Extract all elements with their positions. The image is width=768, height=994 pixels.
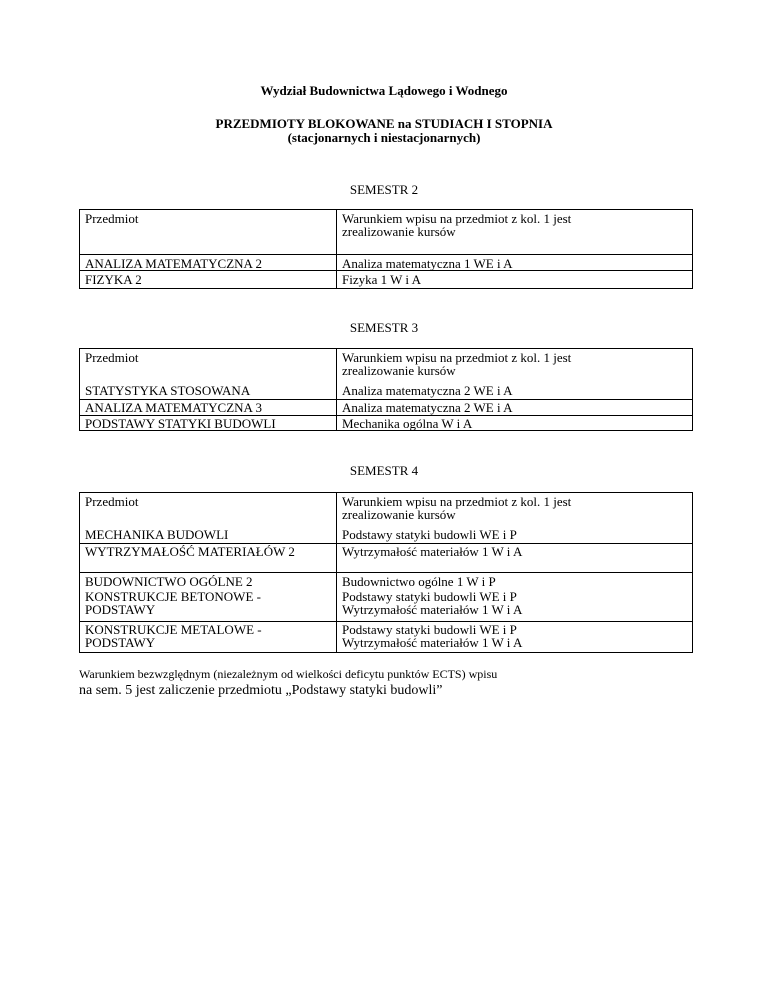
table-row	[336, 572, 693, 589]
table-row	[336, 399, 693, 415]
semester-4-heading: SEMESTR 4	[349, 463, 419, 478]
table-row	[79, 384, 337, 399]
requirement-cell: Podstawy statyki budowli WE i P	[342, 589, 517, 604]
faculty-name: Wydział Budownictwa Lądowego i Wodnego	[260, 83, 508, 98]
table-header-requirement	[336, 209, 693, 254]
table-row	[336, 621, 693, 653]
header-subject-label: Przedmiot	[85, 211, 139, 226]
document-title: PRZEDMIOTY BLOKOWANE na STUDIACH I STOPNIA	[215, 116, 553, 131]
table-row	[79, 415, 337, 431]
semester-3-heading: SEMESTR 3	[349, 320, 419, 335]
table-row	[79, 621, 337, 653]
requirement-cell: Wytrzymałość materiałów 1 W i A	[342, 544, 523, 559]
table-header-subject	[79, 348, 337, 384]
subject-cell: FIZYKA 2	[85, 272, 142, 287]
requirement-cell: Podstawy statyki budowli WE i P	[342, 622, 517, 637]
requirement-cell: Wytrzymałość materiałów 1 W i A	[342, 602, 523, 617]
requirement-cell: Analiza matematyczna 2 WE i A	[342, 383, 513, 398]
table-row	[79, 543, 337, 572]
requirement-cell: Analiza matematyczna 2 WE i A	[342, 400, 513, 415]
requirement-cell: Podstawy statyki budowli WE i P	[342, 527, 517, 542]
requirement-cell: Budownictwo ogólne 1 W i P	[342, 574, 496, 589]
subject-cell: PODSTAWY	[85, 602, 156, 617]
header-subject-label: Przedmiot	[85, 350, 139, 365]
subject-cell: WYTRZYMAŁOŚĆ MATERIAŁÓW 2	[85, 544, 295, 559]
footnote-line-2: na sem. 5 jest zaliczenie przedmiotu „Podstawy statyki budowli”	[79, 683, 443, 698]
table-header-requirement	[336, 492, 693, 528]
table-row	[336, 589, 693, 621]
requirement-cell: Wytrzymałość materiałów 1 W i A	[342, 635, 523, 650]
header-subject-label: Przedmiot	[85, 494, 139, 509]
table-row	[336, 254, 693, 270]
header-requirement-line: zrealizowanie kursów	[342, 507, 456, 522]
footnote-line-1: Warunkiem bezwzględnym (niezależnym od wielkości deficytu punktów ECTS) wpisu	[79, 667, 498, 681]
requirement-cell: Mechanika ogólna W i A	[342, 416, 473, 431]
table-header-requirement	[336, 348, 693, 384]
table-row	[79, 270, 337, 289]
table-row	[79, 572, 337, 589]
semester-2-heading: SEMESTR 2	[349, 182, 419, 197]
header-requirement-line: zrealizowanie kursów	[342, 363, 456, 378]
table-row	[79, 528, 337, 543]
table-row	[336, 543, 693, 572]
subject-cell: STATYSTYKA STOSOWANA	[85, 383, 251, 398]
table-header-subject	[79, 492, 337, 528]
header-requirement-line: Warunkiem wpisu na przedmiot z kol. 1 jest	[342, 350, 572, 365]
table-row	[336, 270, 693, 289]
subject-cell: KONSTRUKCJE METALOWE -	[85, 622, 262, 637]
subject-cell: PODSTAWY STATYKI BUDOWLI	[85, 416, 276, 431]
subject-cell: ANALIZA MATEMATYCZNA 2	[85, 256, 262, 271]
table-row	[79, 254, 337, 270]
requirement-cell: Fizyka 1 W i A	[342, 272, 421, 287]
header-requirement-line: zrealizowanie kursów	[342, 224, 456, 239]
requirement-cell: Analiza matematyczna 1 WE i A	[342, 256, 513, 271]
subject-cell: PODSTAWY	[85, 635, 156, 650]
table-row	[336, 528, 693, 543]
document-subtitle: (stacjonarnych i niestacjonarnych)	[287, 130, 481, 145]
table-row	[336, 384, 693, 399]
table-row	[79, 399, 337, 415]
table-row	[79, 589, 337, 621]
subject-cell: KONSTRUKCJE BETONOWE -	[85, 589, 261, 604]
table-row	[336, 415, 693, 431]
subject-cell: MECHANIKA BUDOWLI	[85, 527, 229, 542]
subject-cell: ANALIZA MATEMATYCZNA 3	[85, 400, 262, 415]
table-header-subject	[79, 209, 337, 254]
header-requirement-line: Warunkiem wpisu na przedmiot z kol. 1 jest	[342, 211, 572, 226]
header-requirement-line: Warunkiem wpisu na przedmiot z kol. 1 jest	[342, 494, 572, 509]
subject-cell: BUDOWNICTWO OGÓLNE 2	[85, 574, 253, 589]
